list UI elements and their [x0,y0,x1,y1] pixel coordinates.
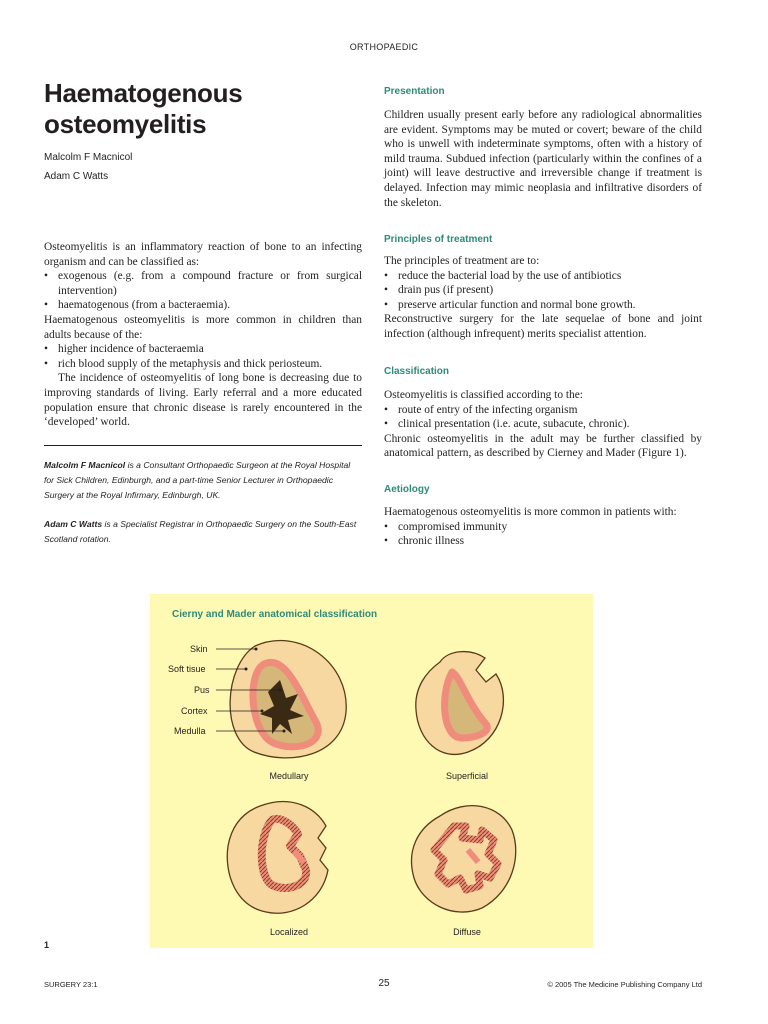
caption-localized: Localized [269,927,309,937]
figure-number: 1 [44,940,50,950]
paragraph: Haematogenous osteomyelitis is more common in patients with: [384,506,677,518]
bio-text: is a Specialist Registrar in Orthopaedic Surgery on the South-East Scotland rotation. [44,519,357,544]
list-item: • route of entry of the infecting organism [384,403,702,418]
author-bio [44,517,362,547]
list-item: • compromised immunity [384,520,702,535]
diffuse-diagram [412,806,516,912]
article-title: Haematogenous osteomyelitis [44,78,243,139]
divider [44,445,362,446]
caption-diffuse: Diffuse [453,927,481,937]
superficial-diagram [416,652,504,755]
label-pus: Pus [194,685,210,695]
leader-dot [255,648,258,651]
section-heading: Aetiology [384,484,430,495]
author-name: Malcolm F Macnicol [44,152,133,163]
list-item: • exogenous (e.g. from a compound fracture or from surgical intervention) [44,269,362,298]
journal-reference: SURGERY 23:1 [44,980,98,989]
label-skin: Skin [190,644,208,654]
leader-dot [261,710,264,713]
caption-medullary: Medullary [269,771,309,781]
paragraph: Chronic osteomyelitis in the adult may be further classified by anatomical pattern, as described by Cierney and Mader (Figure 1). [384,432,702,460]
label-medulla: Medulla [174,726,206,736]
intro-text [44,240,362,430]
section-heading: Classification [384,366,450,377]
copyright: © 2005 The Medicine Publishing Company Ltd [547,980,702,989]
section-label: ORTHOPAEDIC [349,42,419,52]
author-bio [44,458,362,503]
classification-diagram [150,594,593,948]
figure-title: Cierny and Mader anatomical classification [172,609,378,620]
bio-name: Adam C Watts [44,519,103,529]
medullary-diagram [230,641,346,758]
section-heading: Presentation [384,86,445,97]
page-number: 25 [378,978,390,989]
leader-dot [279,689,282,692]
list-item: • drain pus (if present) [384,283,702,298]
leader-dot [245,668,248,671]
bullet-list [384,403,702,432]
aetiology-text [384,505,702,549]
paragraph: The principles of treatment are to: [384,255,540,267]
localized-diagram [227,802,328,914]
bullet-list [44,269,362,313]
list-item: • higher incidence of bacteraemia [44,342,362,357]
bullet-list [384,520,702,549]
bullet-list [44,342,362,371]
list-item: • preserve articular function and normal bone growth. [384,298,702,313]
paragraph: Reconstructive surgery for the late sequelae of bone and joint infection (although infrequent) merits specialist attention. [384,313,702,340]
list-item: • clinical presentation (i.e. acute, subacute, chronic). [384,417,702,432]
author-name: Adam C Watts [44,171,109,182]
intro-paragraph: The incidence of osteomyelitis of long bone is decreasing due to improving standards of living. Early referral and a more educated population ensure that chronic disease is rarely encountered in the ‘developed’ world. [44,372,362,429]
leader-dot [283,730,286,733]
list-item: • reduce the bacterial load by the use of antibiotics [384,269,702,284]
intro-paragraph: Haematogenous osteomyelitis is more common in children than adults because of the: [44,313,362,341]
list-item: • haematogenous (from a bacteraemia). [44,298,362,313]
label-soft-tissue: Soft tisue [168,664,206,674]
bio-name: Malcolm F Macnicol [44,460,126,470]
presentation-text [384,108,702,210]
classification-text [384,388,702,461]
principles-text [384,254,702,342]
label-cortex: Cortex [181,706,208,716]
bio-text: is a Consultant Orthopaedic Surgeon at the Royal Hospital for Sick Children, Edinburgh, and a part-time Senior Lecturer in Orthopaedic Surgery at the Royal Infirmary, Edinburgh, UK. [44,460,351,500]
intro-paragraph: Osteomyelitis is an inflammatory reaction of bone to an infecting organism and can be classified as: [44,241,362,268]
paragraph: Children usually present early before any radiological abnormalities are evident. Symptoms may be muted or covert; beware of the child who is unwell with indeterminate symptoms, often with a history of mild trauma. Subdued infection (particularly within the confines of a joint) will leave destructive and irreversible change if treatment is delayed. Infection may mimic neoplasia and infiltrative disorders of the skeleton. [384,109,702,209]
paragraph: Osteomyelitis is classified according to the: [384,389,583,401]
cortex-shape [434,826,498,890]
bullet-list [384,269,702,313]
list-item: • rich blood supply of the metaphysis and thick periosteum. [44,357,362,372]
figure-panel [150,594,593,948]
caption-superficial: Superficial [445,771,489,781]
section-heading: Principles of treatment [384,234,493,245]
list-item: • chronic illness [384,534,702,549]
